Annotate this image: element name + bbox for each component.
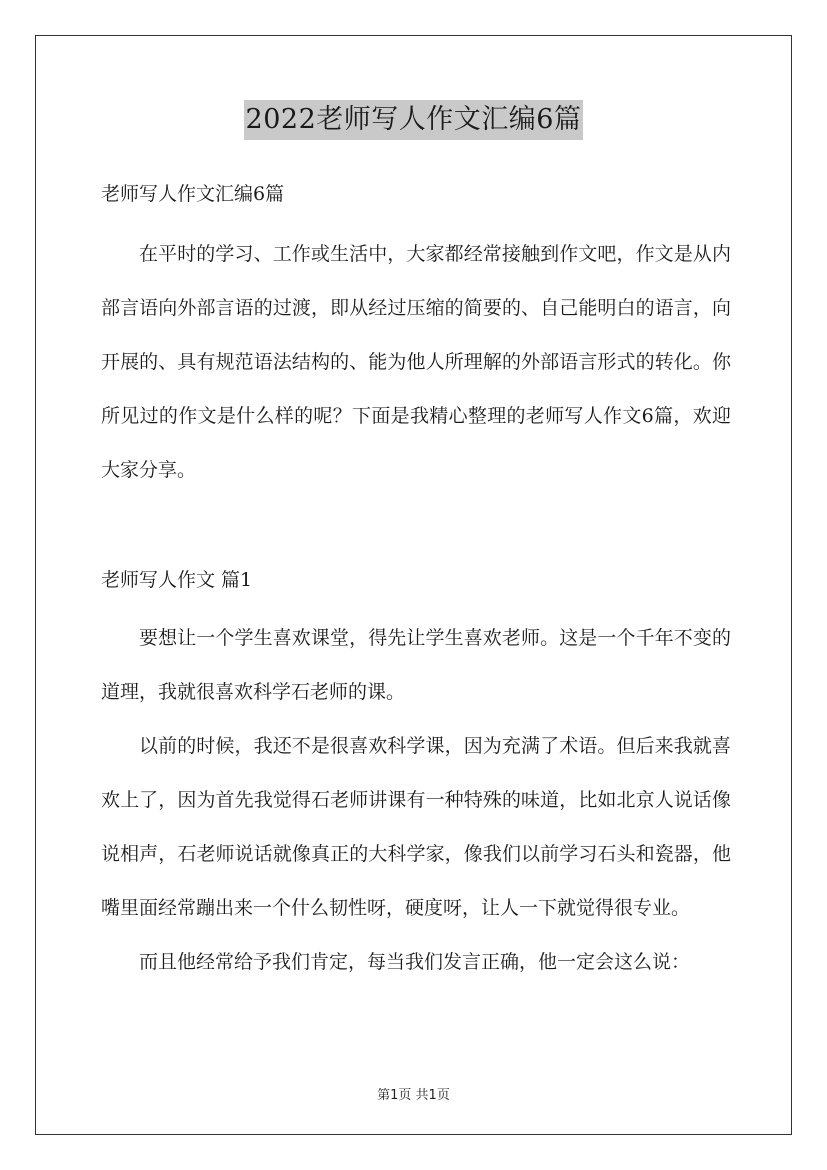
section-heading: 老师写人作文 篇1	[101, 569, 253, 591]
body-paragraph: 以前的时候，我还不是很喜欢科学课，因为充满了术语。但后来我就喜欢上了，因为首先我觉得石老师讲课有一种特殊的味道，比如北京人说话像说相声，石老师说话就像真正的大科学家，像我们以前学习石头和瓷器，他嘴里面经常蹦出来一个什么韧性呀，硬度呀，让人一下就觉得很专业。	[101, 735, 731, 919]
document-subtitle: 老师写人作文汇编6篇	[101, 183, 285, 205]
body-paragraph: 要想让一个学生喜欢课堂，得先让学生喜欢老师。这是一个千年不变的道理，我就很喜欢科学石老师的课。	[101, 627, 731, 703]
body-paragraph: 而且他经常给予我们肯定，每当我们发言正确，他一定会这么说：	[139, 951, 691, 973]
title-container	[0, 100, 827, 140]
intro-paragraph: 在平时的学习、工作或生活中，大家都经常接触到作文吧，作文是从内部言语向外部言语的过渡，即从经过压缩的简要的、自己能明白的语言，向开展的、具有规范语法结构的、能为他人所理解的外部语言形式的转化。你所见过的作文是什么样的呢？下面是我精心整理的老师写人作文6篇，欢迎大家分享。	[101, 243, 731, 481]
document-title: 2022老师写人作文汇编6篇	[244, 100, 584, 140]
document-body	[101, 175, 731, 989]
page-footer: 第1页 共1页	[377, 1088, 450, 1103]
